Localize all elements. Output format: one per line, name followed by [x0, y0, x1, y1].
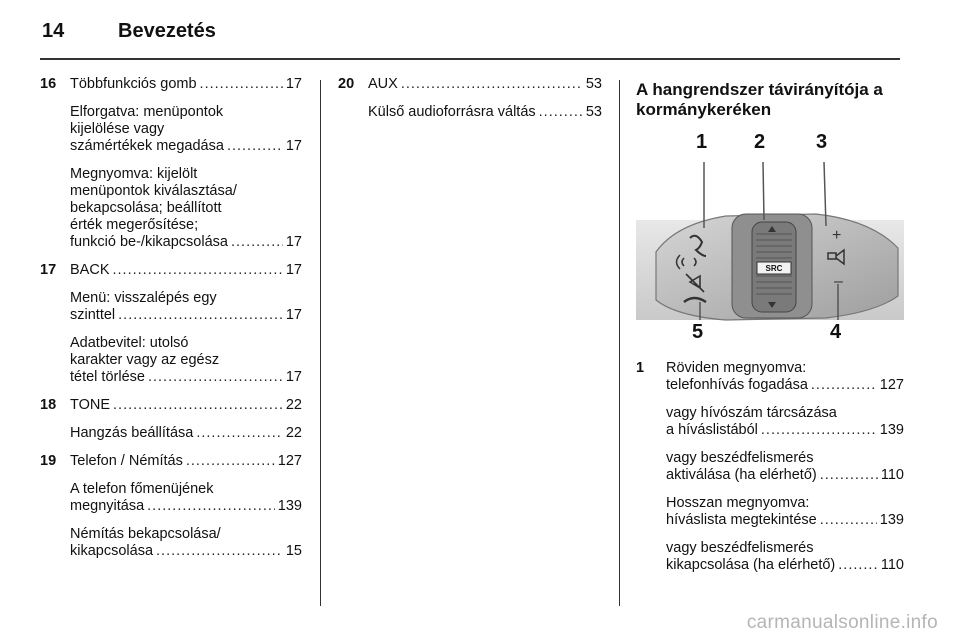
entry-body: [666, 360, 904, 394]
entry-text: Adatbevitel: utolsó: [70, 335, 189, 351]
entry-body: [368, 104, 602, 121]
entry-line: [70, 481, 302, 498]
leader-dots: [231, 234, 283, 251]
callout-label-4: 4: [830, 321, 842, 343]
index-entry: [636, 540, 904, 574]
steering-controls-figure: [636, 131, 906, 346]
entry-line: [70, 290, 302, 307]
entry-text: szinttel: [70, 307, 116, 323]
entry-text: vagy hívószám tárcsázása: [666, 405, 837, 421]
entry-number: 20: [338, 76, 355, 92]
entry-text: Hangzás beállítása: [70, 425, 194, 441]
page-reference[interactable]: 53: [585, 104, 602, 120]
entry-text: kikapcsolása (ha elérhető): [666, 557, 836, 573]
entry-text: Némítás bekapcsolása/: [70, 526, 221, 542]
entry-line: [368, 104, 602, 121]
entry-line: [368, 76, 602, 93]
index-entry: [40, 453, 302, 470]
column-3: [636, 80, 904, 585]
entry-line: [666, 512, 904, 529]
column-divider-1: [320, 80, 321, 606]
entry-text: Röviden megnyomva:: [666, 360, 807, 376]
leader-dots: [196, 425, 283, 442]
page-reference[interactable]: 17: [285, 369, 302, 385]
index-entry: [40, 481, 302, 515]
entry-number: 17: [40, 262, 57, 278]
entry-body: [666, 450, 904, 484]
entry-text: Menü: visszalépés egy: [70, 290, 217, 306]
entry-text: érték megerősítése;: [70, 217, 199, 233]
entry-line: [666, 467, 904, 484]
entry-body: [368, 76, 602, 93]
leader-dots: [401, 76, 583, 93]
page-reference[interactable]: 17: [285, 234, 302, 250]
entry-line: [70, 104, 302, 121]
entry-body: [70, 262, 302, 279]
entry-body: [70, 481, 302, 515]
entry-body: [70, 166, 302, 251]
index-entry: [40, 290, 302, 324]
page-title: Bevezetés: [118, 20, 216, 42]
watermark: carmanualsonline.info: [746, 612, 938, 633]
header-rule: [40, 58, 900, 60]
entry-text: TONE: [70, 397, 111, 413]
entry-number: 16: [40, 76, 57, 92]
page-reference[interactable]: 17: [285, 262, 302, 278]
entry-line: [70, 397, 302, 414]
page-reference[interactable]: 17: [285, 307, 302, 323]
entry-text: Hosszan megnyomva:: [666, 495, 810, 511]
entry-body: [70, 425, 302, 442]
entry-line: [70, 526, 302, 543]
page-reference[interactable]: 110: [880, 557, 904, 573]
entry-line: [70, 166, 302, 183]
control-descriptions: [636, 360, 904, 574]
entry-body: [70, 335, 302, 386]
index-entry: [40, 397, 302, 414]
leader-dots: [200, 76, 283, 93]
volume-up-icon: +: [832, 227, 842, 244]
entry-text: AUX: [368, 76, 398, 92]
page-reference[interactable]: 139: [879, 422, 904, 438]
leader-dots: [148, 369, 283, 386]
index-entry: [40, 526, 302, 560]
column-1: [40, 76, 302, 571]
page-reference[interactable]: 139: [277, 498, 302, 514]
entry-text: híváslista megtekintése: [666, 512, 817, 528]
entry-line: [666, 405, 904, 422]
entry-body: [666, 540, 904, 574]
section-heading: [636, 80, 904, 120]
entry-line: [666, 557, 904, 574]
index-entry: [338, 104, 602, 121]
page-number: 14: [42, 20, 65, 42]
leader-dots: [820, 467, 878, 484]
callout-label-5: 5: [692, 321, 704, 343]
entry-text: tétel törlése: [70, 369, 145, 385]
index-entry: [636, 360, 904, 394]
entry-line: [70, 121, 302, 138]
index-entry: [40, 335, 302, 386]
steering-wheel-illustration: [636, 131, 906, 346]
entry-body: [666, 495, 904, 529]
leader-dots: [761, 422, 877, 439]
entry-text: Külső audioforrásra váltás: [368, 104, 536, 120]
leader-dots: [113, 262, 283, 279]
entry-line: [70, 352, 302, 369]
entry-line: [70, 200, 302, 217]
entry-line: [70, 425, 302, 442]
entry-text: telefonhívás fogadása: [666, 377, 808, 393]
index-entry: [636, 495, 904, 529]
page-reference[interactable]: 127: [879, 377, 904, 393]
entry-line: [70, 498, 302, 515]
leader-dots: [811, 377, 877, 394]
entry-body: [70, 397, 302, 414]
entry-line: [70, 138, 302, 155]
entry-text: vagy beszédfelismerés: [666, 540, 814, 556]
index-entry: [40, 166, 302, 251]
callout-label-2: 2: [754, 131, 766, 153]
entry-text: bekapcsolása; beállított: [70, 200, 222, 216]
entry-line: [666, 540, 904, 557]
leader-dots: [186, 453, 275, 470]
column-2: [338, 76, 602, 132]
leader-dots: [156, 543, 283, 560]
section-heading-line-2: kormánykeréken: [636, 100, 772, 119]
entry-text: kijelölése vagy: [70, 121, 165, 137]
entry-text: aktiválása (ha elérhető): [666, 467, 817, 483]
callout-label-1: 1: [696, 131, 708, 153]
entry-text: menüpontok kiválasztása/: [70, 183, 237, 199]
index-entry: [636, 450, 904, 484]
entry-body: [70, 76, 302, 93]
page-reference[interactable]: 17: [285, 138, 302, 154]
page-reference[interactable]: 53: [585, 76, 602, 92]
entry-line: [666, 360, 904, 377]
entry-body: [70, 526, 302, 560]
entry-text: Megnyomva: kijelölt: [70, 166, 198, 182]
entry-text: megnyitása: [70, 498, 145, 514]
index-entry: [40, 425, 302, 442]
callout-label-3: 3: [816, 131, 828, 153]
section-heading-line-1: A hangrendszer távirányítója a: [636, 80, 883, 99]
entry-text: karakter vagy az egész: [70, 352, 220, 368]
entry-body: [70, 104, 302, 155]
page-header: [0, 0, 960, 58]
page-reference[interactable]: 17: [285, 76, 302, 92]
entry-text: számértékek megadása: [70, 138, 224, 154]
entry-text: Többfunkciós gomb: [70, 76, 197, 92]
entry-body: [666, 405, 904, 439]
page-reference[interactable]: 127: [277, 453, 302, 469]
column-divider-2: [619, 80, 620, 606]
page-reference[interactable]: 15: [285, 543, 302, 559]
entry-line: [666, 450, 904, 467]
index-entry: [40, 76, 302, 93]
entry-number: 19: [40, 453, 57, 469]
volume-down-icon: –: [834, 273, 843, 290]
src-label: SRC: [765, 264, 783, 273]
callout-line-2: [763, 162, 764, 220]
leader-dots: [820, 512, 877, 529]
page-reference[interactable]: 110: [880, 467, 904, 483]
index-entry: [40, 262, 302, 279]
page-reference[interactable]: 139: [879, 512, 904, 528]
entry-text: Telefon / Némítás: [70, 453, 183, 469]
entry-text: vagy beszédfelismerés: [666, 450, 814, 466]
index-entry: [338, 76, 602, 93]
entry-text: BACK: [70, 262, 110, 278]
page-reference[interactable]: 22: [285, 425, 302, 441]
entry-line: [70, 335, 302, 352]
leader-dots: [118, 307, 283, 324]
entry-text: funkció be-/kikapcsolása: [70, 234, 228, 250]
entry-text: kikapcsolása: [70, 543, 154, 559]
entry-line: [666, 422, 904, 439]
entry-line: [70, 76, 302, 93]
leader-dots: [147, 498, 275, 515]
index-entry: [40, 104, 302, 155]
index-entry: [636, 405, 904, 439]
page-reference[interactable]: 22: [285, 397, 302, 413]
entry-line: [70, 543, 302, 560]
entry-line: [70, 217, 302, 234]
entry-text: A telefon főmenüjének: [70, 481, 214, 497]
entry-body: [70, 453, 302, 470]
leader-dots: [113, 397, 283, 414]
entry-number: 1: [636, 360, 645, 376]
entry-number: 18: [40, 397, 57, 413]
entry-line: [70, 234, 302, 251]
entry-text: a híváslistából: [666, 422, 758, 438]
entry-line: [70, 183, 302, 200]
leader-dots: [838, 557, 878, 574]
leader-dots: [539, 104, 583, 121]
entry-line: [70, 307, 302, 324]
entry-body: [70, 290, 302, 324]
entry-text: Elforgatva: menüpontok: [70, 104, 224, 120]
entry-line: [666, 495, 904, 512]
entry-line: [70, 262, 302, 279]
entry-line: [70, 453, 302, 470]
entry-line: [70, 369, 302, 386]
entry-line: [666, 377, 904, 394]
leader-dots: [227, 138, 283, 155]
